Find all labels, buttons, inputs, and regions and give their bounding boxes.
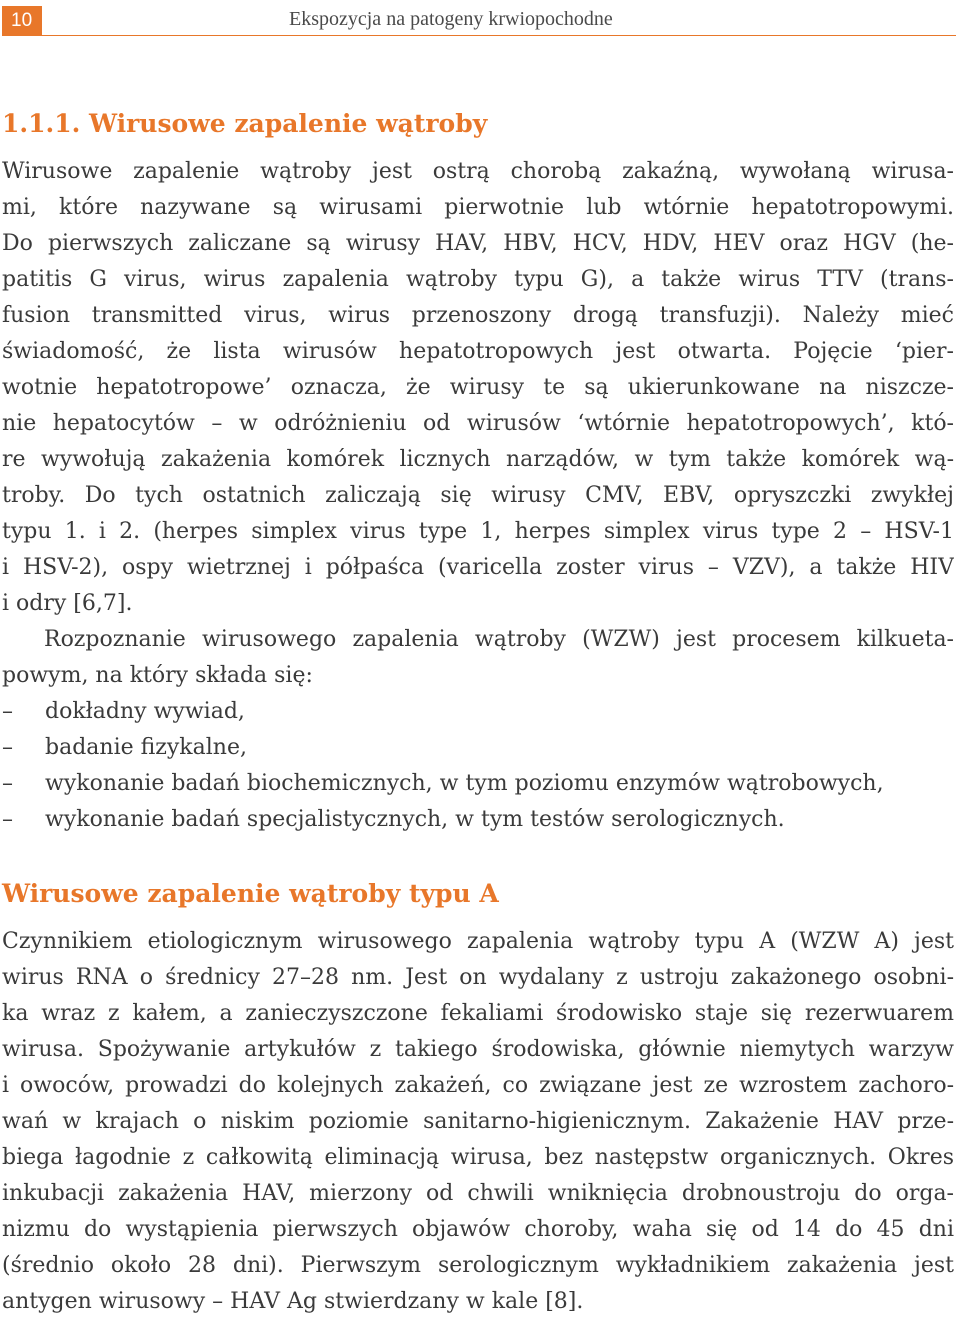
- text-line: nie hepatocytów – w odróżnieniu od wirusów ‘wtórnie hepatotropowych’, któ-: [2, 411, 954, 436]
- list-item-text: dokładny wywiad,: [45, 699, 245, 724]
- subsection-heading: Wirusowe zapalenie wątroby typu A: [2, 879, 499, 908]
- paragraph-1: [2, 154, 954, 622]
- list-item: [2, 802, 954, 838]
- text-line: nizmu do wystąpienia pierwszych objawów choroby, waha się od 14 do 45 dni: [2, 1217, 954, 1242]
- text-line: wań w krajach o niskim poziomie sanitarno-higienicznym. Zakażenie HAV prze-: [2, 1109, 954, 1134]
- text-line: (średnio około 28 dni). Pierwszym serologicznym wykładnikiem zakażenia jest: [2, 1253, 954, 1278]
- paragraph-3: [2, 924, 954, 1320]
- text-line: re wywołują zakażenia komórek licznych narządów, w tym także komórek wą-: [2, 447, 954, 472]
- list-item: [2, 730, 954, 766]
- text-line: wirusa. Spożywanie artykułów z takiego środowiska, głównie niemytych warzyw: [2, 1037, 954, 1062]
- text-line: Czynnikiem etiologicznym wirusowego zapalenia wątroby typu A (WZW A) jest: [2, 929, 954, 954]
- list-item-text: wykonanie badań specjalistycznych, w tym testów serologicznych.: [45, 807, 785, 832]
- text-line: Do pierwszych zaliczane są wirusy HAV, HBV, HCV, HDV, HEV oraz HGV (he-: [2, 231, 954, 256]
- text-line: inkubacji zakażenia HAV, mierzony od chwili wniknięcia drobnoustroju do orga-: [2, 1181, 954, 1206]
- text-line: troby. Do tych ostatnich zaliczają się wirusy CMV, EBV, opryszczki zwykłej: [2, 483, 954, 508]
- page-header: [0, 6, 956, 36]
- text-line: fusion transmitted virus, wirus przenoszony drogą transfuzji). Należy mieć: [2, 303, 954, 328]
- dash-bullet: –: [2, 699, 13, 724]
- page-number: 10: [2, 6, 42, 36]
- text-line: ka wraz z kałem, a zanieczyszczone fekaliami środowisko staje się rezerwuarem: [2, 1001, 954, 1026]
- text-line: wotnie hepatotropowe’ oznacza, że wirusy te są ukierunkowane na niszcze-: [2, 375, 954, 400]
- text-line: wirus RNA o średnicy 27–28 nm. Jest on wydalany z ustroju zakażonego osobni-: [2, 965, 954, 990]
- paragraph-2: [2, 622, 954, 694]
- list-item: [2, 766, 954, 802]
- text-line: antygen wirusowy – HAV Ag stwierdzany w kale [8].: [2, 1289, 584, 1314]
- list-item-text: wykonanie badań biochemicznych, w tym poziomu enzymów wątrobowych,: [45, 771, 884, 796]
- text-line: świadomość, że lista wirusów hepatotropowych jest otwarta. Pojęcie ‘pier-: [2, 339, 954, 364]
- text-line: powym, na który składa się:: [2, 663, 313, 688]
- text-line: mi, które nazywane są wirusami pierwotnie lub wtórnie hepatotropowymi.: [2, 195, 954, 220]
- text-line: i HSV-2), ospy wietrznej i półpaśca (varicella zoster virus – VZV), a także HIV: [2, 555, 954, 580]
- header-rule: [42, 35, 956, 36]
- text-line: i odry [6,7].: [2, 591, 133, 616]
- dash-bullet: –: [2, 771, 13, 796]
- text-line: i owoców, prowadzi do kolejnych zakażeń, co związane jest ze wzrostem zachoro-: [2, 1073, 954, 1098]
- list-item-text: badanie fizykalne,: [45, 735, 247, 760]
- bullet-list: [2, 694, 954, 838]
- dash-bullet: –: [2, 735, 13, 760]
- list-item: [2, 694, 954, 730]
- text-line: patitis G virus, wirus zapalenia wątroby typu G), a także wirus TTV (trans-: [2, 267, 954, 292]
- page-content: [2, 100, 954, 1320]
- text-line: Rozpoznanie wirusowego zapalenia wątroby (WZW) jest procesem kilkueta-: [44, 627, 954, 652]
- section-heading: 1.1.1. Wirusowe zapalenie wątroby: [2, 109, 488, 138]
- text-line: Wirusowe zapalenie wątroby jest ostrą chorobą zakaźną, wywołaną wirusa-: [2, 159, 954, 184]
- running-title: Ekspozycja na patogeny krwiopochodne: [289, 8, 613, 30]
- text-line: biega łagodnie z całkowitą eliminacją wirusa, bez następstw organicznych. Okres: [2, 1145, 954, 1170]
- text-line: typu 1. i 2. (herpes simplex virus type 1, herpes simplex virus type 2 – HSV-1: [2, 519, 954, 544]
- dash-bullet: –: [2, 807, 13, 832]
